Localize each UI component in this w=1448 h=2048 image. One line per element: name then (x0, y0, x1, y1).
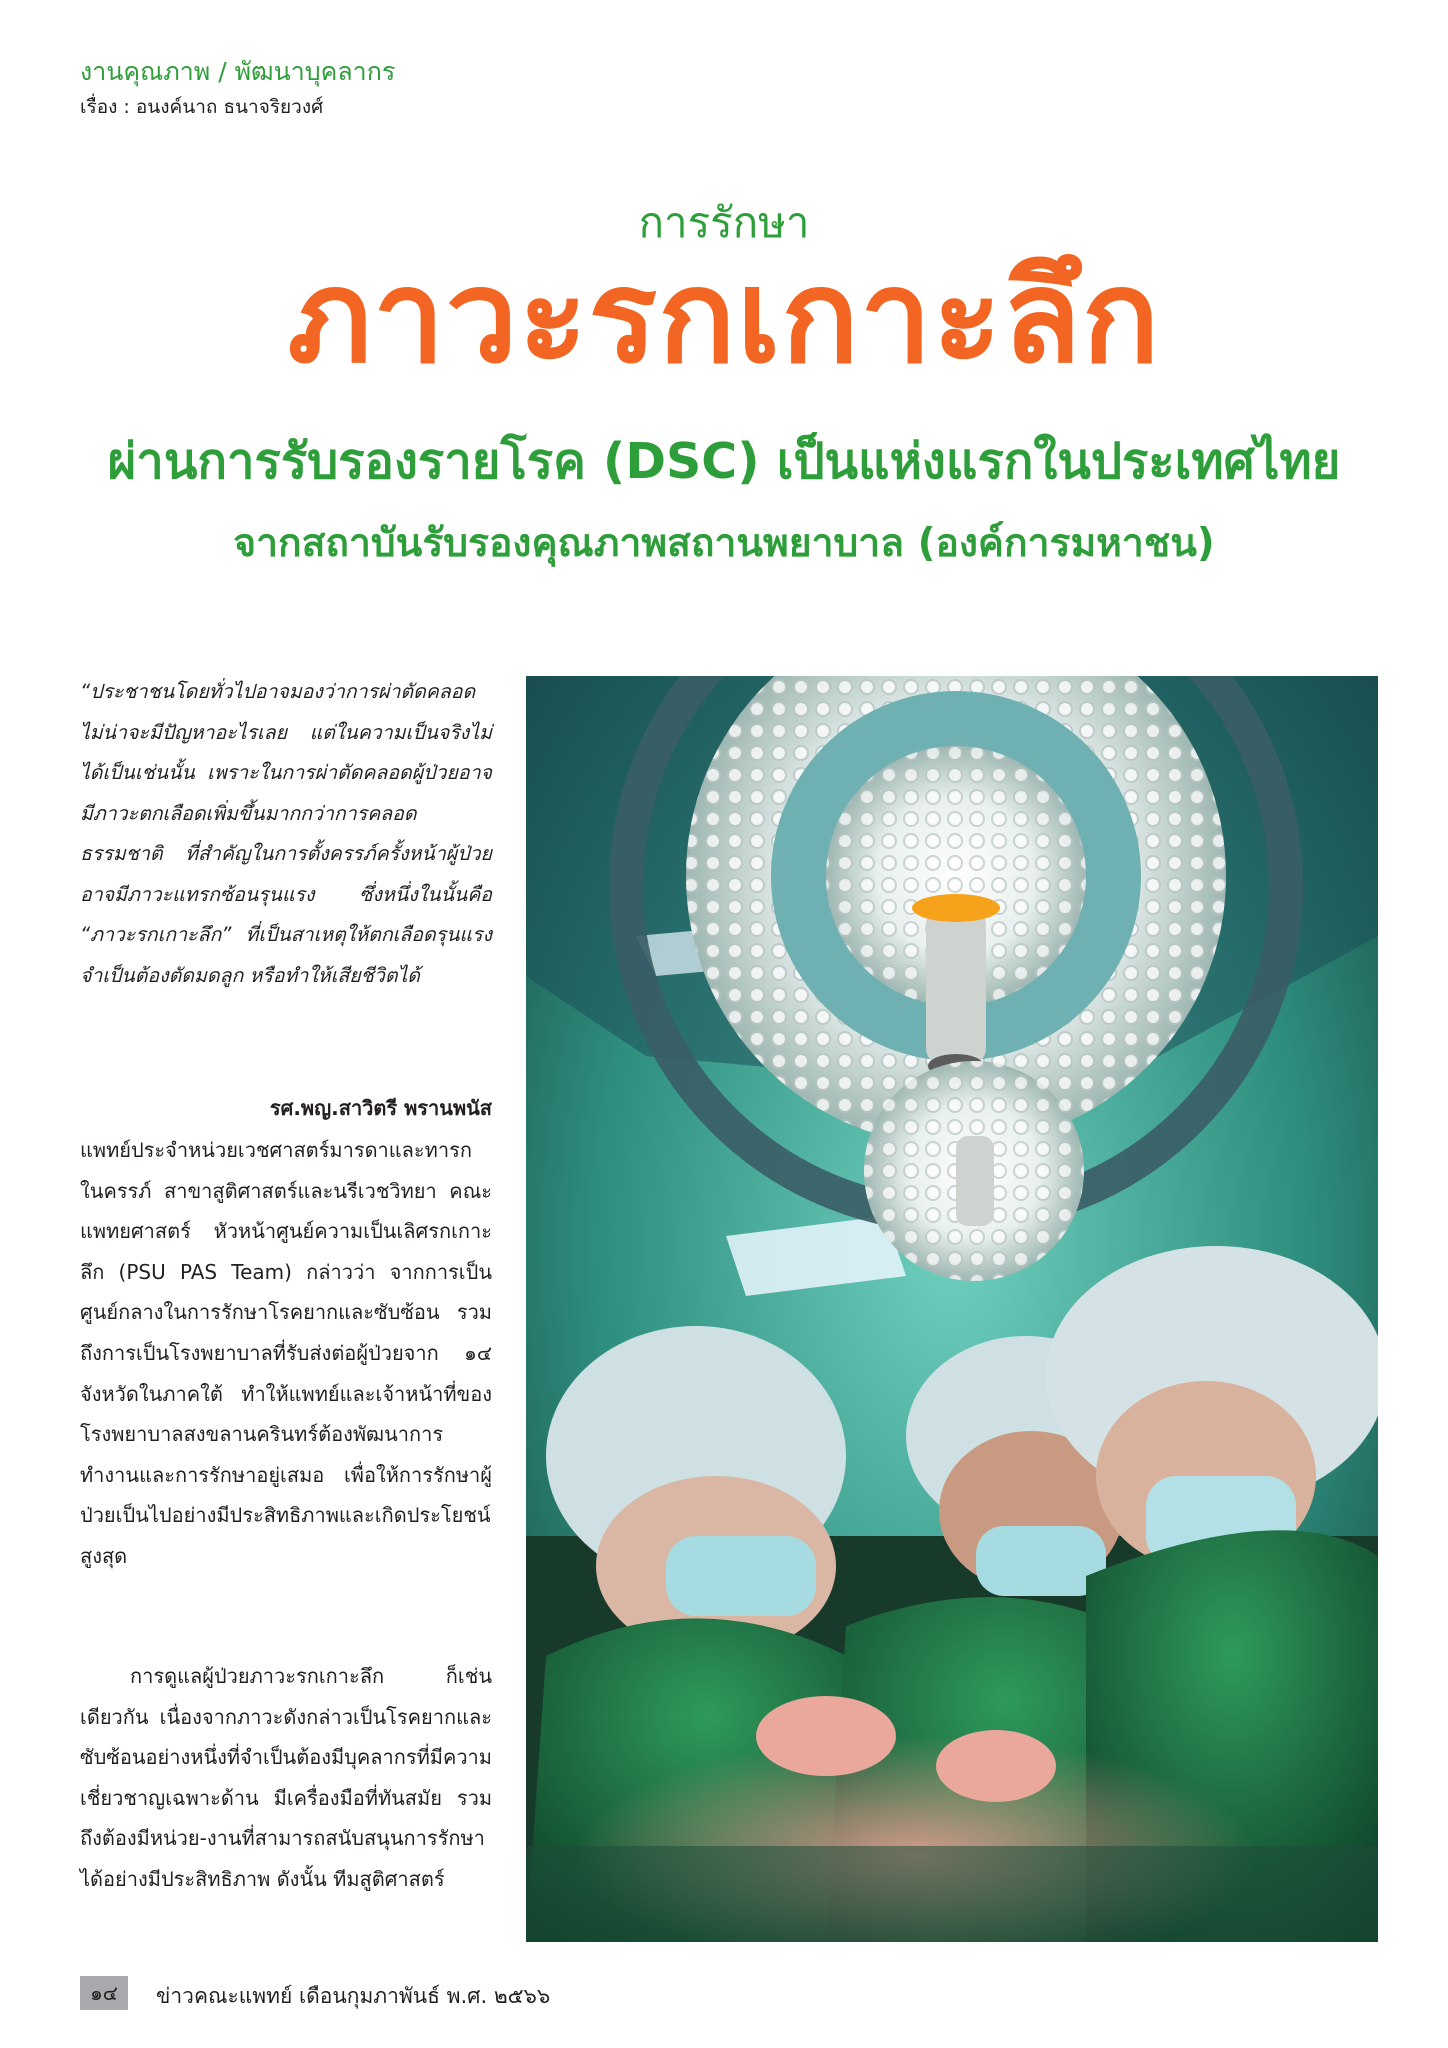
section-label: งานคุณภาพ / พัฒนาบุคลากร (80, 57, 396, 86)
byline: เรื่อง : อนงค์นาถ ธนาจริยวงศ์ (80, 96, 324, 118)
surgery-photo (526, 676, 1378, 1942)
publication-footer: ข่าวคณะแพทย์ เดือนกุมภาพันธ์ พ.ศ. ๒๕๖๖ (156, 1984, 551, 2008)
subtitle-line-1: ผ่านการรับรองรายโรค (DSC) เป็นแห่งแรกในประเทศไทย (107, 433, 1341, 490)
author-name: รศ.พญ.สาวิตรี พรานพนัส (269, 1096, 492, 1120)
body-paragraph-2: การดูแลผู้ป่วยภาวะรกเกาะลึก ก็เช่นเดียวกัน เนื่องจากภาวะดังกล่าวเป็นโรคยากและซับซ้อนอย่างหนึ่งที่จำเป็นต้องมีบุคลากรที่มีความเชี่ยวชาญเฉพาะด้าน มีเครื่องมือที่ทันสมัย รวมถึงต้องมีหน่วย-งานที่สามารถสนับสนุนการรักษาได้อย่างมีประสิทธิภาพ ดังนั้น ทีมสูติศาสตร์ (80, 1664, 492, 1891)
body-paragraph-1: แพทย์ประจำหน่วยเวชศาสตร์มารดาและทารกในครรภ์ สาขาสูติศาสตร์และนรีเวชวิทยา คณะแพทยศาสตร์ หัวหน้าศูนย์ความเป็นเลิศรกเกาะลึก (PSU PAS Team) กล่าวว่า จากการเป็นศูนย์กลางในการรักษาโรคยากและซับซ้อน รวมถึงการเป็นโรงพยาบาลที่รับส่งต่อผู้ป่วยจาก ๑๔ จังหวัดในภาคใต้ ทำให้แพทย์และเจ้าหน้าที่ของโรงพยาบาลสงขลานครินทร์ต้องพัฒนาการทำงานและการรักษาอยู่เสมอ เพื่อให้การรักษาผู้ป่วยเป็นไปอย่างมีประสิทธิภาพและเกิดประโยชน์สูงสุด (80, 1138, 492, 1568)
title-kicker: การรักษา (638, 198, 810, 247)
subtitle-line-2: จากสถาบันรับรองคุณภาพสถานพยาบาล (องค์การมหาชน) (233, 521, 1215, 566)
main-title: ภาวะรกเกาะลึก (287, 243, 1161, 392)
page-number: ๑๔ (80, 1976, 128, 2010)
pull-quote: “ประชาชนโดยทั่วไปอาจมองว่าการผ่าตัดคลอดไม่น่าจะมีปัญหาอะไรเลย แต่ในความเป็นจริงไม่ได้เป็นเช่นนั้น เพราะในการผ่าตัดคลอดผู้ป่วยอาจมีภาวะตกเลือดเพิ่มขึ้นมากกว่าการคลอดธรรมชาติ ที่สำคัญในการตั้งครรภ์ครั้งหน้าผู้ป่วยอาจมีภาวะแทรกซ้อนรุนแรง ซึ่งหนึ่งในนั้นคือ “ภาวะรกเกาะลึก” ที่เป็นสาเหตุให้ตกเลือดรุนแรง จำเป็นต้องตัดมดลูก หรือทำให้เสียชีวิตได้ (80, 680, 492, 987)
